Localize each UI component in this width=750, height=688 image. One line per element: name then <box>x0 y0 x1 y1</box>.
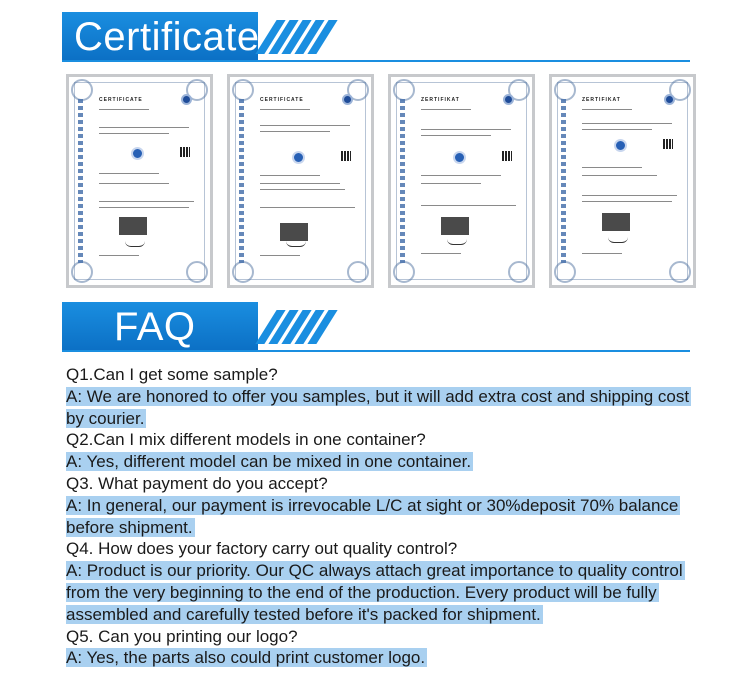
certificate-image-2[interactable] <box>227 74 374 288</box>
qr-code-icon <box>663 139 673 149</box>
faq-answer-line: A: Yes, different model can be mixed in one container. <box>66 452 472 472</box>
tuv-mark-icon <box>614 139 627 152</box>
faq-question: Q4. How does your factory carry out quality control? <box>66 539 458 559</box>
faq-answer-line: assembled and carefully tested before it's packed for shipment. <box>66 604 541 624</box>
certificate-title: CERTIFICATE <box>99 97 143 103</box>
certificate-image-3[interactable] <box>388 74 535 288</box>
certificates-gallery <box>66 74 696 288</box>
certification-seal-icon <box>342 94 353 105</box>
tuv-mark-icon <box>292 151 305 164</box>
banner-underline <box>62 350 690 352</box>
banner-stripes <box>266 310 327 344</box>
faq-question: Q5. Can you printing our logo? <box>66 626 298 646</box>
faq-answer-line: A: In general, our payment is irrevocable L/C at sight or 30%deposit 70% balance <box>66 495 679 515</box>
banner-stripes <box>266 20 327 54</box>
tuv-mark-icon <box>453 151 466 164</box>
signature <box>447 239 467 245</box>
banner-underline <box>62 60 690 62</box>
faq-question: Q2.Can I mix different models in one container? <box>66 430 426 450</box>
certificate-banner <box>62 12 690 62</box>
faq-answer-line: A: Product is our priority. Our QC always attach great importance to quality control <box>66 561 683 581</box>
certificate-title: ZERTIFIKAT <box>582 97 621 103</box>
qr-code-icon <box>341 151 351 161</box>
certificate-stamp <box>602 213 630 231</box>
qr-code-icon <box>502 151 512 161</box>
certificate-title: ZERTIFIKAT <box>421 97 460 103</box>
certification-seal-icon <box>503 94 514 105</box>
certification-seal-icon <box>181 94 192 105</box>
faq-answer-line: A: We are honored to offer you samples, but it will add extra cost and shipping cost <box>66 386 690 406</box>
certificate-stamp <box>280 223 308 241</box>
signature <box>608 237 628 243</box>
faq-answer-line: from the very beginning to the end of the production. Every product will be fully <box>66 582 657 602</box>
certificate-stamp <box>119 217 147 235</box>
certificate-image-4[interactable] <box>549 74 696 288</box>
faq-question: Q3. What payment do you accept? <box>66 473 328 493</box>
certificate-title: CERTIFICATE <box>260 97 304 103</box>
certificate-heading: Certificate <box>74 15 260 59</box>
tuv-mark-icon <box>131 147 144 160</box>
signature <box>125 241 145 247</box>
faq-list <box>66 364 696 669</box>
faq-answer-line: A: Yes, the parts also could print customer logo. <box>66 648 426 668</box>
certificate-image-1[interactable] <box>66 74 213 288</box>
certificate-stamp <box>441 217 469 235</box>
faq-heading: FAQ <box>114 305 196 349</box>
faq-banner <box>62 302 690 352</box>
faq-answer-line: by courier. <box>66 408 145 428</box>
faq-answer-line: before shipment. <box>66 517 193 537</box>
certification-seal-icon <box>664 94 675 105</box>
signature <box>286 241 306 247</box>
faq-question: Q1.Can I get some sample? <box>66 365 278 384</box>
qr-code-icon <box>180 147 190 157</box>
